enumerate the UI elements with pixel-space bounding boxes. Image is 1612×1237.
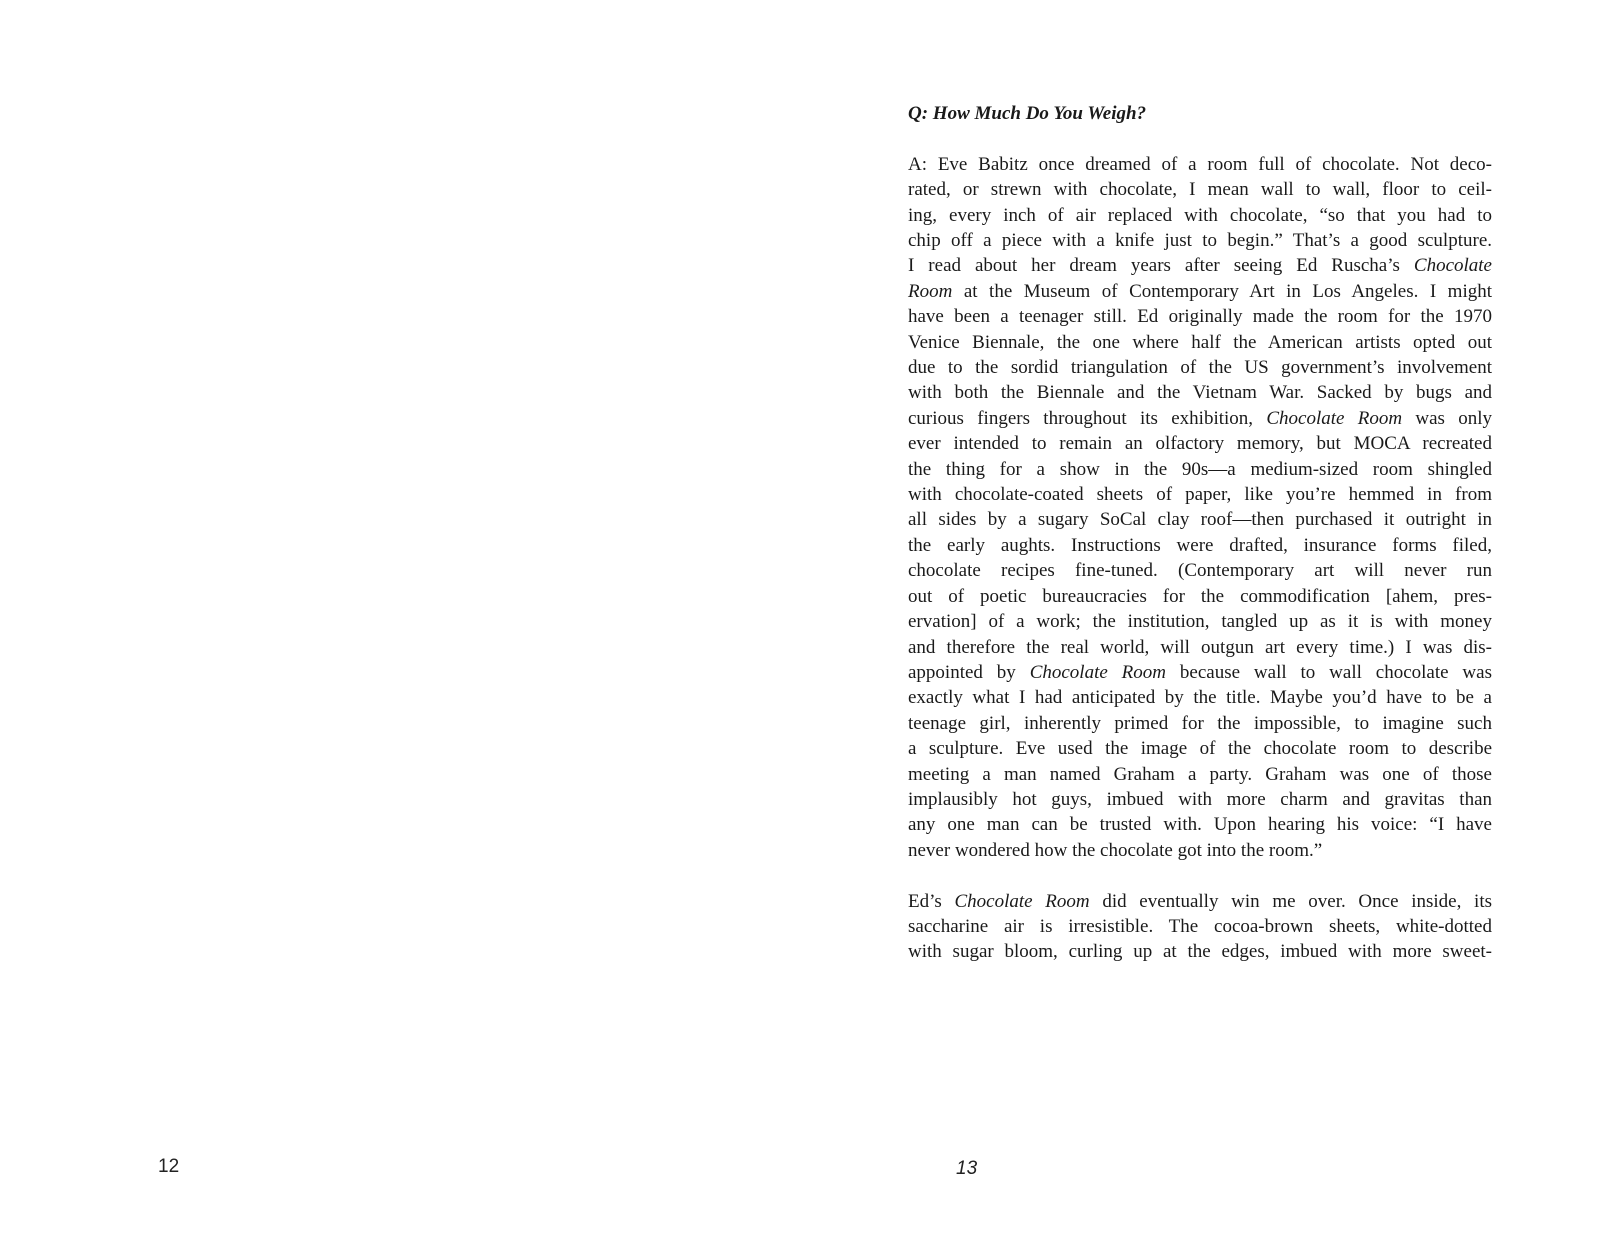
text-line: implausibly hot guys, imbued with more charm and gravitas than (908, 788, 1492, 810)
text-line: with sugar bloom, curling up at the edges, imbued with more sweet- (908, 941, 1492, 963)
italic-title-text: Room (908, 280, 953, 302)
text-line: Room at the Museum of Contemporary Art in Los Angeles. I might (908, 280, 1492, 302)
text-line: curious fingers throughout its exhibition, Chocolate Room was only (908, 407, 1493, 429)
text-line: the thing for a show in the 90s—a medium-sized room shingled (908, 458, 1492, 480)
text-line: teenage girl, inherently primed for the impossible, to imagine such (908, 712, 1492, 734)
italic-title-text: Chocolate Room (954, 890, 1090, 912)
body-text (908, 152, 1492, 965)
page-number-left: 12 (158, 1156, 180, 1177)
text-line: saccharine air is irresistible. The cocoa-brown sheets, white-dotted (908, 915, 1492, 937)
text-line: rated, or strewn with chocolate, I mean wall to wall, floor to ceil- (908, 179, 1492, 201)
text-line: ever intended to remain an olfactory memory, but MOCA recreated (908, 433, 1492, 455)
text-line: all sides by a sugary SoCal clay roof—then purchased it outright in (908, 509, 1492, 531)
text-line: exactly what I had anticipated by the title. Maybe you’d have to be a (908, 687, 1492, 709)
text-block (908, 101, 1492, 965)
italic-title-text: Chocolate Room (1029, 661, 1167, 683)
paragraph (908, 889, 1492, 965)
text-line: have been a teenager still. Ed originally made the room for the 1970 (908, 306, 1492, 328)
text-line: chocolate recipes fine-tuned. (Contemporary art will never run (908, 560, 1492, 582)
text-line: out of poetic bureaucracies for the commodification [ahem, pres- (908, 585, 1492, 607)
text-line: never wondered how the chocolate got into the room.” (908, 839, 1323, 861)
text-line: Venice Biennale, the one where half the American artists opted out (908, 331, 1492, 353)
text-line: appointed by Chocolate Room because wall to wall chocolate was (908, 661, 1492, 683)
text-line: due to the sordid triangulation of the US government’s involvement (908, 357, 1492, 379)
text-line: ervation] of a work; the institution, tangled up as it is with money (908, 611, 1492, 633)
text-line: A: Eve Babitz once dreamed of a room full of chocolate. Not deco- (908, 153, 1492, 175)
question-heading: Q: How Much Do You Weigh? (908, 103, 1147, 124)
text-line: Ed’s Chocolate Room did eventually win me over. Once inside, its (908, 890, 1492, 912)
page-number-right: 13 (956, 1158, 978, 1179)
text-line: with chocolate-coated sheets of paper, like you’re hemmed in from (908, 484, 1492, 506)
text-line: meeting a man named Graham a party. Graham was one of those (908, 763, 1492, 785)
paragraph (908, 152, 1492, 863)
italic-title-text: Chocolate Room (1266, 407, 1403, 429)
text-line: and therefore the real world, will outgun art every time.) I was dis- (908, 636, 1492, 658)
text-line: a sculpture. Eve used the image of the chocolate room to describe (908, 738, 1492, 760)
text-line: any one man can be trusted with. Upon hearing his voice: “I have (908, 814, 1492, 836)
text-line: I read about her dream years after seeing Ed Ruscha’s Chocolate (908, 255, 1492, 277)
text-line: chip off a piece with a knife just to begin.” That’s a good sculpture. (908, 230, 1492, 252)
italic-title-text: Chocolate (1413, 255, 1492, 277)
text-line: ing, every inch of air replaced with chocolate, “so that you had to (908, 204, 1492, 226)
text-line: with both the Biennale and the Vietnam War. Sacked by bugs and (908, 382, 1492, 404)
page-right (806, 0, 1612, 1237)
text-line: the early aughts. Instructions were drafted, insurance forms filed, (908, 534, 1492, 556)
